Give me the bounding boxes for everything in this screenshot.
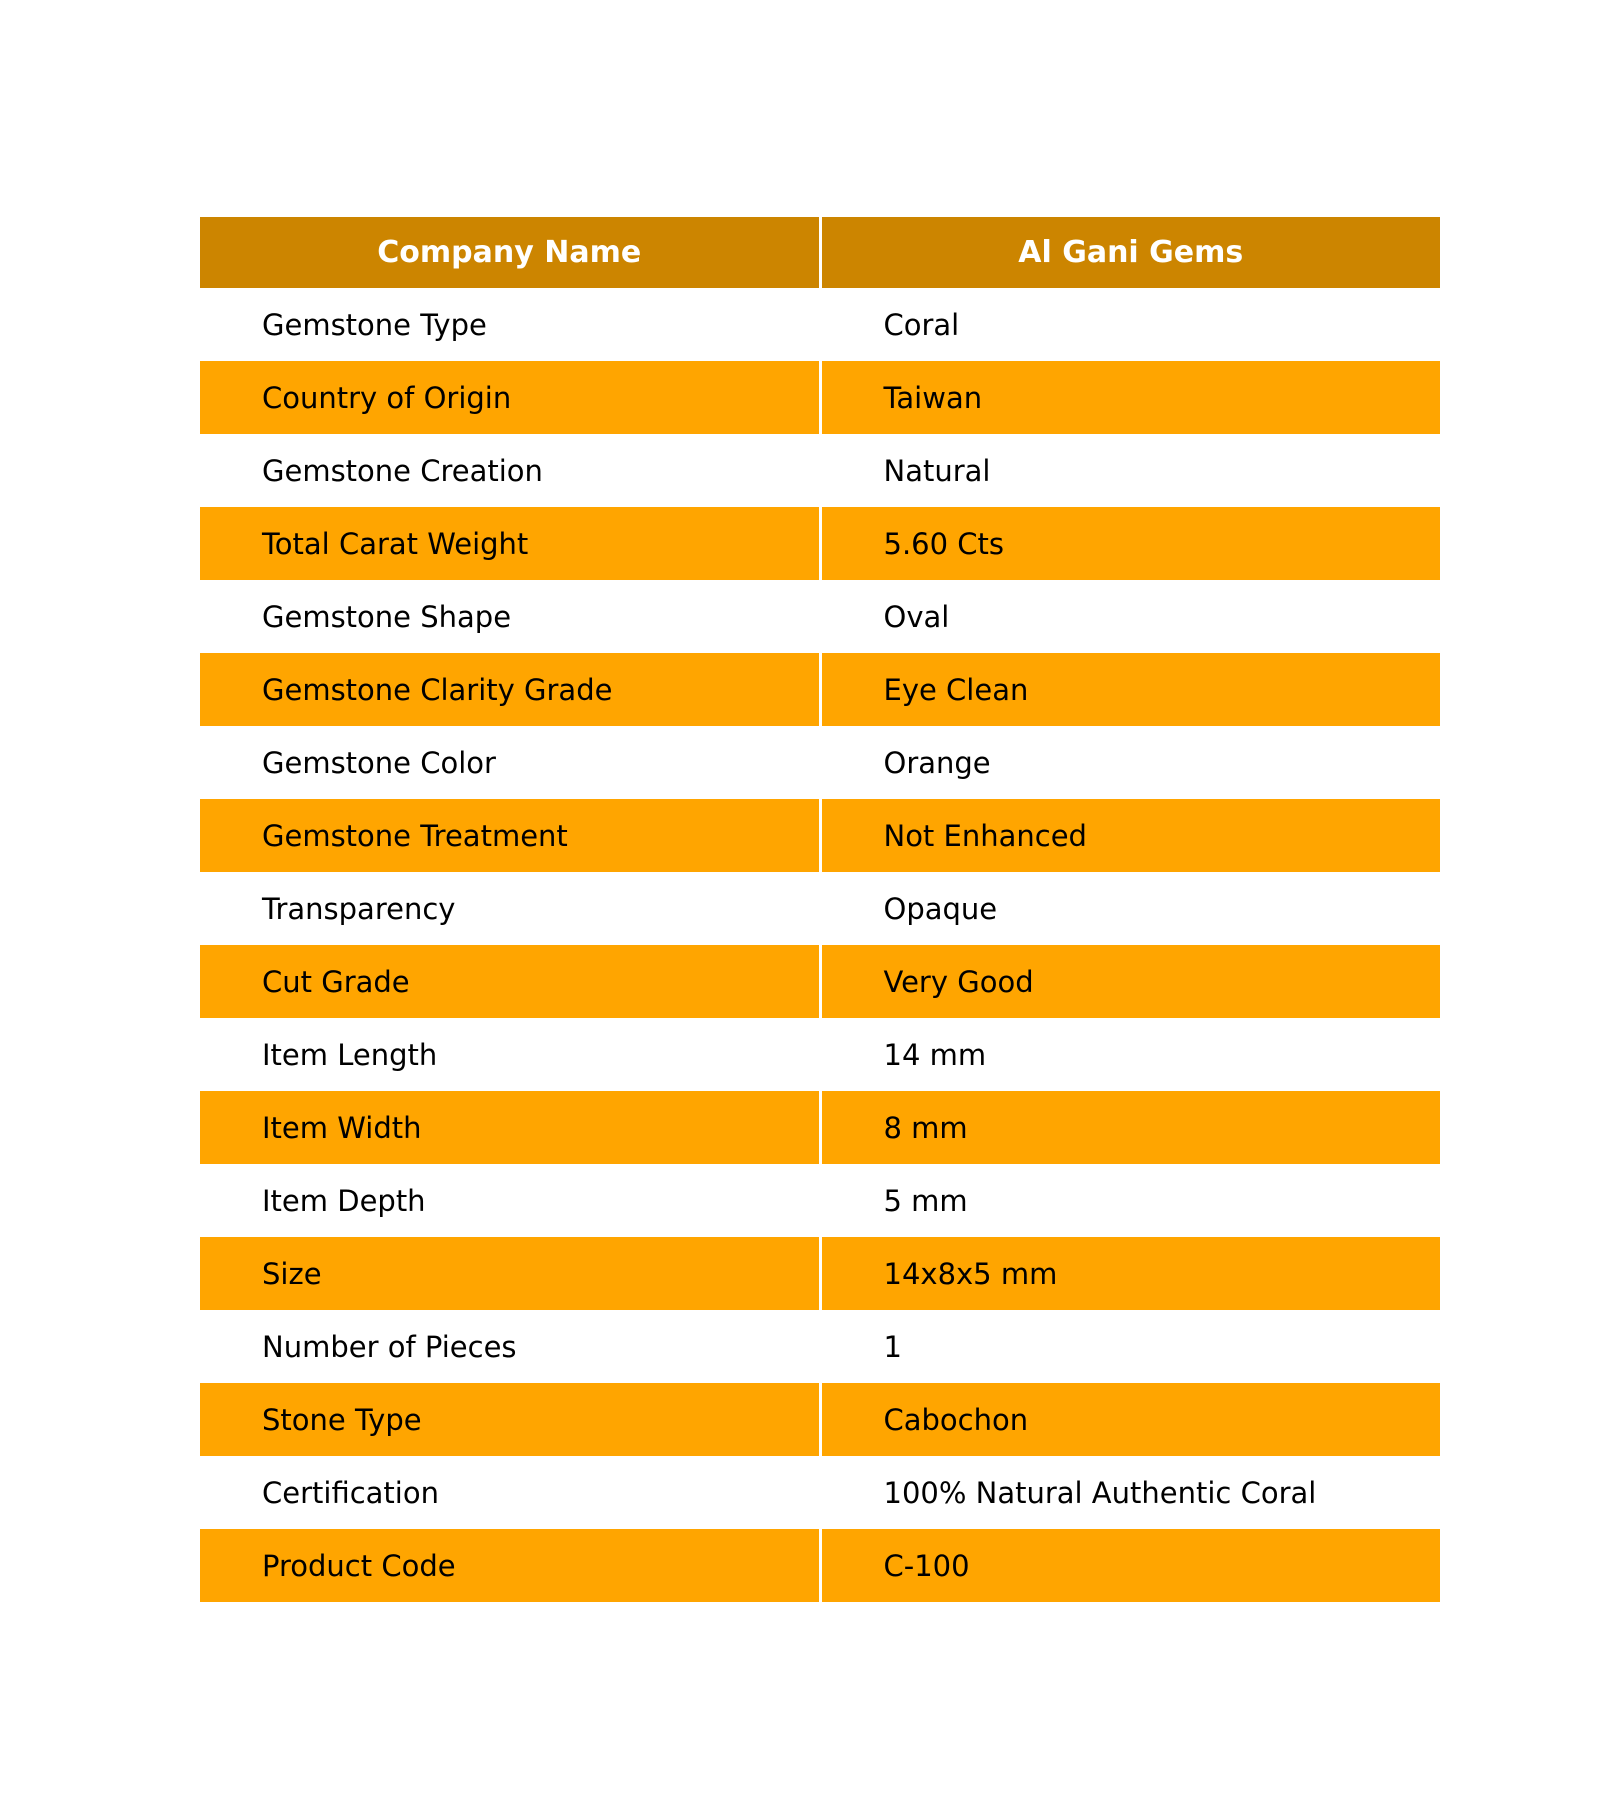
row-label: Item Length — [200, 1018, 820, 1091]
table-row — [200, 434, 1440, 507]
header-company-value-cell: Al Gani Gems — [820, 217, 1440, 288]
row-label: Stone Type — [200, 1383, 820, 1456]
table-row — [200, 1529, 1440, 1602]
table-row — [200, 1383, 1440, 1456]
row-label: Certification — [200, 1456, 820, 1529]
row-value: Orange — [820, 726, 1440, 799]
row-label: Product Code — [200, 1529, 820, 1602]
row-value: 14x8x5 mm — [820, 1237, 1440, 1310]
row-label: Gemstone Shape — [200, 580, 820, 653]
table-row — [200, 580, 1440, 653]
header-company-name-cell: Company Name — [200, 217, 820, 288]
table-row — [200, 1456, 1440, 1529]
row-value: Oval — [820, 580, 1440, 653]
table-row — [200, 799, 1440, 872]
row-value: 14 mm — [820, 1018, 1440, 1091]
row-value: 8 mm — [820, 1091, 1440, 1164]
table-row — [200, 653, 1440, 726]
row-value: Eye Clean — [820, 653, 1440, 726]
row-value: Cabochon — [820, 1383, 1440, 1456]
row-label: Item Width — [200, 1091, 820, 1164]
table-row — [200, 507, 1440, 580]
row-value: Natural — [820, 434, 1440, 507]
row-value: C-100 — [820, 1529, 1440, 1602]
row-value: Very Good — [820, 945, 1440, 1018]
row-value: 5.60 Cts — [820, 507, 1440, 580]
row-label: Gemstone Creation — [200, 434, 820, 507]
table-row — [200, 288, 1440, 361]
table-row — [200, 726, 1440, 799]
row-label: Total Carat Weight — [200, 507, 820, 580]
row-label: Cut Grade — [200, 945, 820, 1018]
row-label: Item Depth — [200, 1164, 820, 1237]
table-row — [200, 1164, 1440, 1237]
table-row — [200, 1091, 1440, 1164]
row-value: Taiwan — [820, 361, 1440, 434]
row-label: Country of Origin — [200, 361, 820, 434]
row-value: 5 mm — [820, 1164, 1440, 1237]
row-value: 1 — [820, 1310, 1440, 1383]
table-row — [200, 1237, 1440, 1310]
row-value: Opaque — [820, 872, 1440, 945]
row-value: Not Enhanced — [820, 799, 1440, 872]
table-row — [200, 872, 1440, 945]
gemstone-spec-table — [200, 217, 1440, 1602]
row-value: 100% Natural Authentic Coral — [820, 1456, 1440, 1529]
table-header-row — [200, 217, 1440, 288]
row-label: Gemstone Type — [200, 288, 820, 361]
row-label: Number of Pieces — [200, 1310, 820, 1383]
table-row — [200, 361, 1440, 434]
row-label: Gemstone Treatment — [200, 799, 820, 872]
table-row — [200, 1018, 1440, 1091]
row-label: Gemstone Color — [200, 726, 820, 799]
row-label: Gemstone Clarity Grade — [200, 653, 820, 726]
row-value: Coral — [820, 288, 1440, 361]
table-row — [200, 945, 1440, 1018]
row-label: Transparency — [200, 872, 820, 945]
row-label: Size — [200, 1237, 820, 1310]
table-row — [200, 1310, 1440, 1383]
